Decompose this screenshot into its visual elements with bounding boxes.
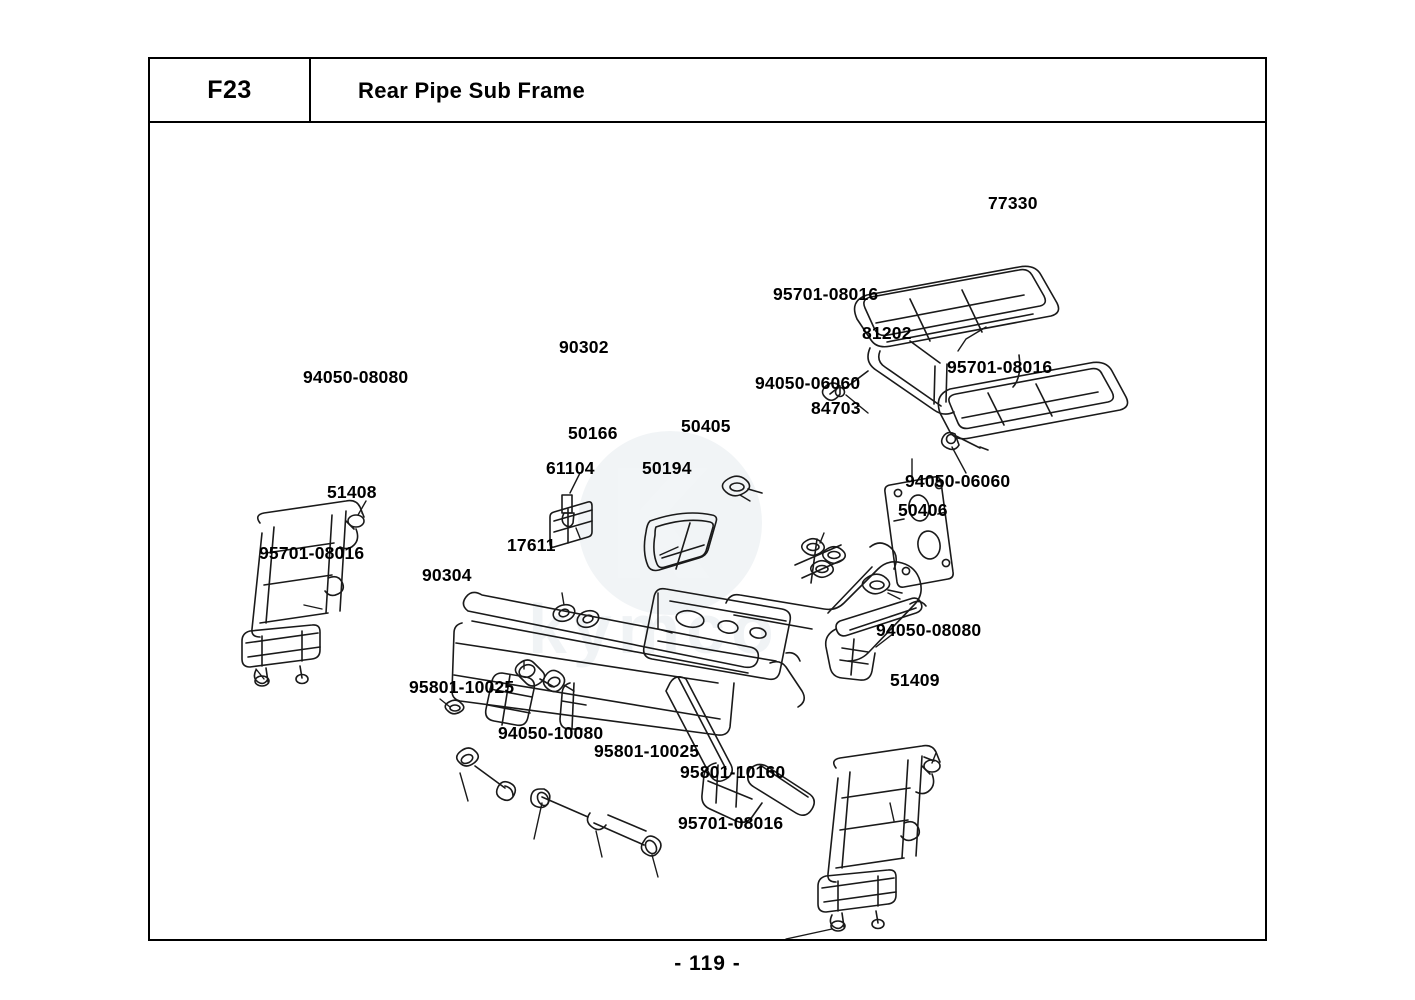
callout-95801-10025-b: 95801-10025 [594,741,700,761]
callout-94050-08080-a: 94050-08080 [303,367,409,387]
callout-95701-08016-b: 95701-08016 [947,357,1053,377]
callout-51408: 51408 [327,482,377,502]
callout-95701-08016-c: 95701-08016 [259,543,365,563]
callout-95801-10160: 95801-10160 [680,762,786,782]
callout-84703: 84703 [811,398,861,418]
callout-95701-08016-a: 95701-08016 [773,284,879,304]
callout-94050-06060-b: 94050-06060 [905,471,1011,491]
callout-81202: 81202 [862,323,912,343]
section-code: F23 [207,75,252,104]
page-number: - 119 - [674,952,741,975]
callout-77330: 77330 [988,193,1038,213]
callout-94050-06060-a: 94050-06060 [755,373,861,393]
callout-90304: 90304 [422,565,472,585]
callout-50406: 50406 [898,500,948,520]
callout-94050-08080-b: 94050-08080 [876,620,982,640]
callout-50405: 50405 [681,416,731,436]
callout-95701-08016-d: 95701-08016 [678,813,784,833]
page-title: Rear Pipe Sub Frame [358,78,585,103]
callout-17611: 17611 [507,535,556,555]
callout-50166: 50166 [568,423,618,443]
svg-text:kymco: kymco [528,590,780,668]
callout-61104: 61104 [546,458,595,478]
section-code-box [148,57,311,123]
callout-94050-10080: 94050-10080 [498,723,604,743]
callout-90302: 90302 [559,337,609,357]
callout-50194: 50194 [642,458,692,478]
callout-51409: 51409 [890,670,940,690]
callout-95801-10025-a: 95801-10025 [409,677,515,697]
